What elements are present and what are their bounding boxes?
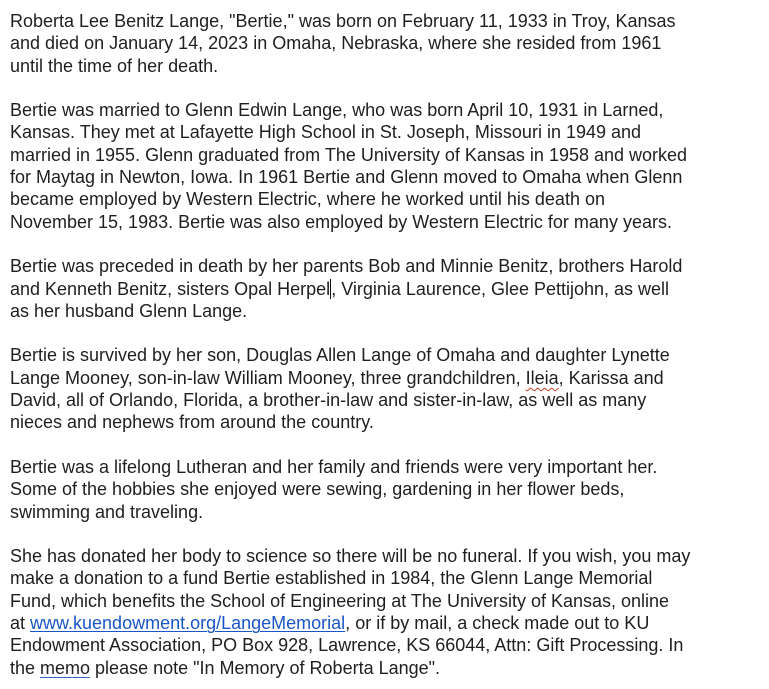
spellcheck-flagged-word[interactable]: Ileia: [525, 367, 559, 388]
text-line: nieces and nephews from around the country.: [10, 412, 374, 433]
paragraph-birth-death: [10, 10, 769, 77]
paragraph-survived-by: [10, 344, 769, 433]
text-line: [10, 657, 769, 679]
text-segment: Lange Mooney, son-in-law William Mooney, three grandchildren,: [10, 367, 526, 388]
text-line: until the time of her death.: [10, 55, 219, 76]
text-line: Kansas. They met at Lafayette High School in St. Joseph, Missouri in 1949 and: [10, 122, 642, 143]
text-line: Bertie is survived by her son, Douglas Allen Lange of Omaha and daughter Lynette: [10, 345, 670, 366]
paragraph-marriage: [10, 99, 769, 233]
text-line: [10, 278, 769, 300]
text-line: Bertie was a lifelong Lutheran and her family and friends were very important her.: [10, 456, 658, 477]
text-line: Bertie was preceded in death by her parents Bob and Minnie Benitz, brothers Harold: [10, 256, 683, 277]
text-line: Endowment Association, PO Box 928, Lawrence, KS 66044, Attn: Gift Processing. In: [10, 635, 684, 656]
text-after-caret: , Virginia Laurence, Glee Pettijohn, as well: [331, 278, 670, 299]
paragraph-hobbies: [10, 456, 769, 523]
text-line: [10, 367, 769, 389]
text-before-caret: and Kenneth Benitz, sisters Opal Herpel: [10, 278, 331, 299]
text-line: [10, 612, 769, 634]
text-line: swimming and traveling.: [10, 501, 204, 522]
memo-word[interactable]: memo: [40, 657, 91, 678]
text-line: became employed by Western Electric, where he worked until his death on: [10, 189, 605, 210]
paragraph-preceded-in-death: [10, 255, 769, 322]
text-line: and died on January 14, 2023 in Omaha, Nebraska, where she resided from 1961: [10, 33, 662, 54]
text-line: David, all of Orlando, Florida, a brother-in-law and sister-in-law, as well as many: [10, 390, 647, 411]
text-segment: , or if by mail, a check made out to KU: [345, 613, 650, 634]
text-segment: at: [10, 613, 31, 634]
text-line: as her husband Glenn Lange.: [10, 300, 248, 321]
text-line: Some of the hobbies she enjoyed were sewing, gardening in her flower beds,: [10, 479, 625, 500]
text-segment: please note "In Memory of Roberta Lange".: [90, 657, 441, 678]
text-line: Fund, which benefits the School of Engineering at The University of Kansas, online: [10, 590, 670, 611]
text-line: She has donated her body to science so there will be no funeral. If you wish, you may: [10, 546, 691, 567]
memorial-fund-link[interactable]: www.kuendowment.org/LangeMemorial: [30, 613, 346, 634]
text-segment: the: [10, 657, 41, 678]
text-line: married in 1955. Glenn graduated from The University of Kansas in 1958 and worked: [10, 144, 688, 165]
paragraph-donation: [10, 545, 769, 679]
text-line: Bertie was married to Glenn Edwin Lange, who was born April 10, 1931 in Larned,: [10, 100, 664, 121]
text-line: for Maytag in Newton, Iowa. In 1961 Bertie and Glenn moved to Omaha when Glenn: [10, 167, 683, 188]
text-line: November 15, 1983. Bertie was also employed by Western Electric for many years.: [10, 211, 672, 232]
text-line: Roberta Lee Benitz Lange, "Bertie," was born on February 11, 1933 in Troy, Kansas: [10, 11, 676, 31]
text-segment: , Karissa and: [558, 367, 664, 388]
text-line: make a donation to a fund Bertie established in 1984, the Glenn Lange Memorial: [10, 568, 653, 589]
